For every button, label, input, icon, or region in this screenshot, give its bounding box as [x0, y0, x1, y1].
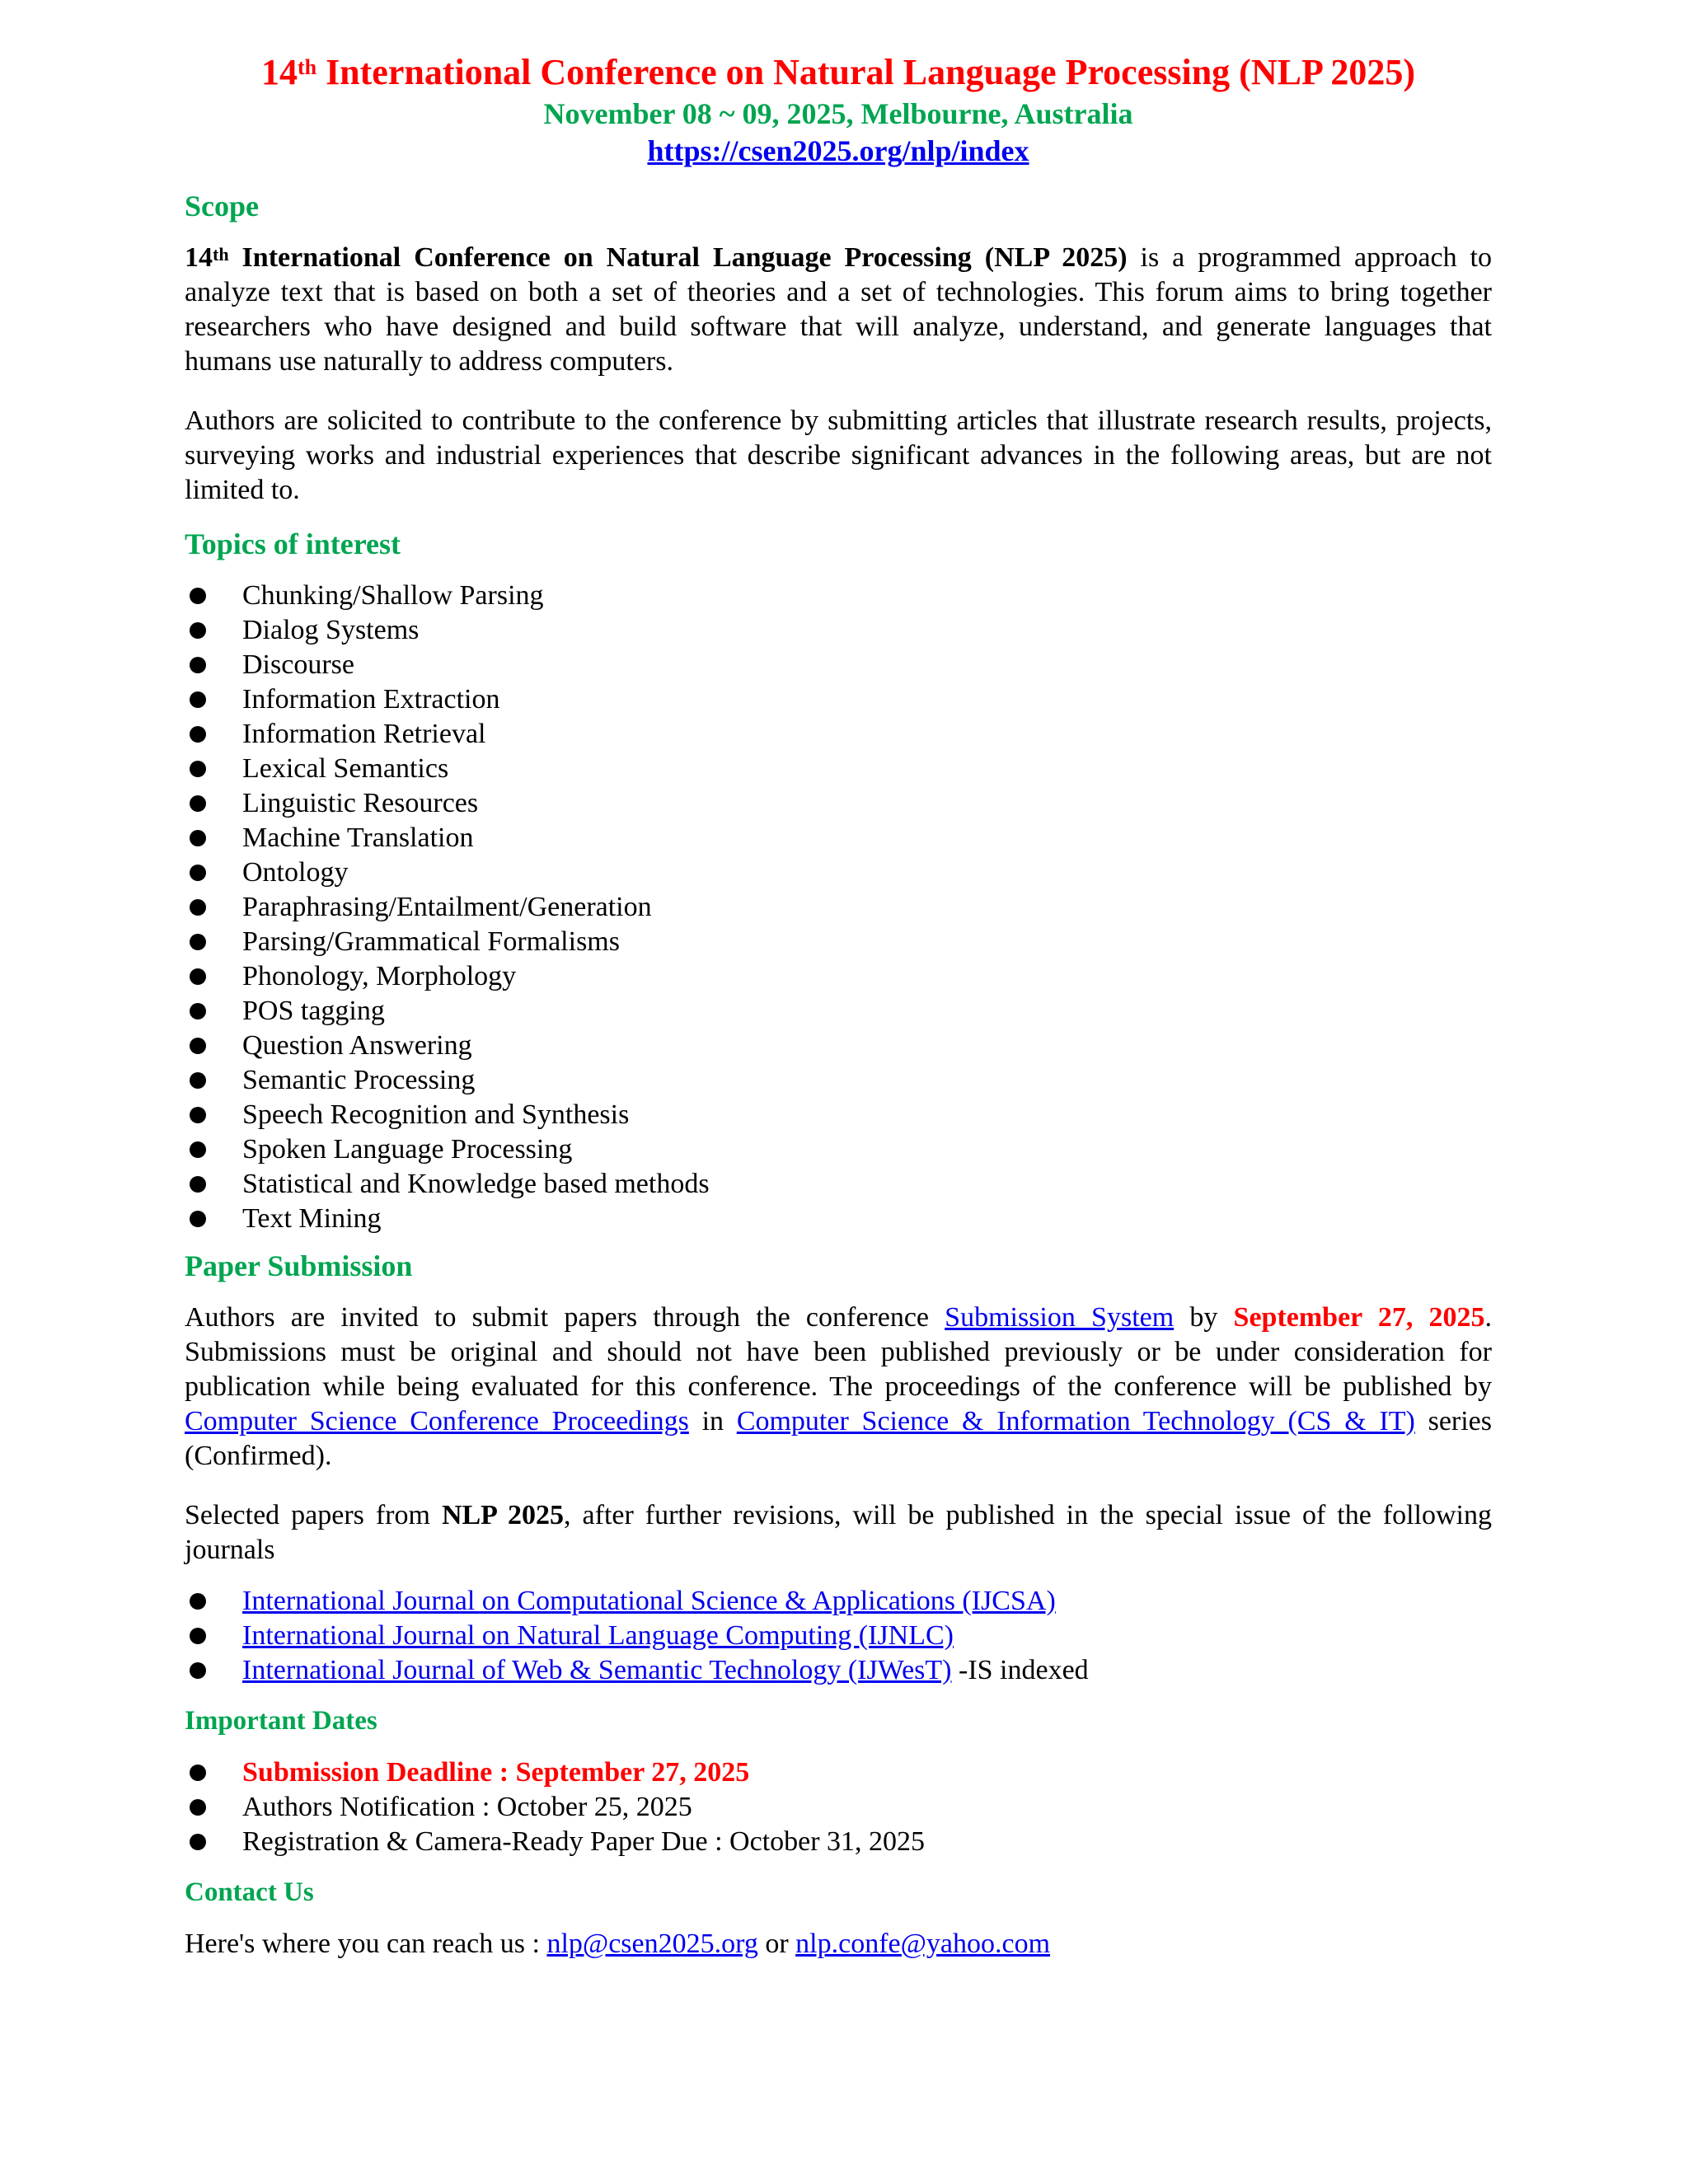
- scope-ordinal-suffix: th: [213, 244, 229, 265]
- bullet-icon: [190, 1107, 206, 1123]
- scope-number: 14: [185, 242, 213, 273]
- bullet-icon: [190, 1003, 206, 1019]
- submission-deadline-date: September 27, 2025: [1233, 1302, 1485, 1333]
- list-item: [185, 1790, 1492, 1825]
- topic-item: [185, 648, 1492, 682]
- topic-label: Statistical and Knowledge based methods: [242, 1169, 710, 1199]
- topic-item: [185, 994, 1492, 1029]
- bullet-icon: [190, 1593, 206, 1610]
- bullet-icon: [190, 865, 206, 881]
- journal-link[interactable]: International Journal of Web & Semantic Technology (IJWesT): [242, 1655, 952, 1685]
- topic-label: Question Answering: [242, 1030, 472, 1061]
- topic-label: Ontology: [242, 857, 349, 888]
- email-link-primary[interactable]: nlp@csen2025.org: [546, 1929, 758, 1959]
- authors-notification-item: Authors Notification : October 25, 2025: [242, 1792, 692, 1822]
- topic-item: [185, 752, 1492, 786]
- journal-item: [185, 1619, 1492, 1653]
- selected-text-1: Selected papers from: [185, 1500, 442, 1530]
- topic-label: Dialog Systems: [242, 615, 420, 645]
- bullet-icon: [190, 588, 206, 604]
- selected-papers-paragraph: [185, 1498, 1492, 1568]
- submission-text-5: series (Confirmed).: [185, 1406, 1492, 1471]
- topic-label: Phonology, Morphology: [242, 961, 517, 991]
- topic-item: [185, 613, 1492, 648]
- scope-conference-name: International Conference on Natural Language Processing (NLP 2025): [228, 242, 1128, 273]
- bullet-icon: [190, 1141, 206, 1158]
- bullet-icon: [190, 899, 206, 916]
- topic-label: Information Extraction: [242, 684, 500, 715]
- bullet-icon: [190, 1072, 206, 1089]
- contact-us-heading: Contact Us: [185, 1877, 314, 1907]
- journal-item: [185, 1584, 1492, 1619]
- topic-item: [185, 786, 1492, 821]
- title-text: International Conference on Natural Language Processing (NLP 2025): [316, 52, 1416, 92]
- contact-paragraph: [185, 1927, 1492, 1961]
- bullet-icon: [190, 726, 206, 743]
- topic-item: [185, 1167, 1492, 1202]
- important-dates-heading: Important Dates: [185, 1706, 377, 1736]
- topic-item: [185, 959, 1492, 994]
- journal-index-note: -IS indexed: [951, 1655, 1089, 1685]
- topic-item: [185, 925, 1492, 959]
- selected-conference-name: NLP 2025: [441, 1500, 565, 1530]
- document-page: [185, 51, 1492, 1961]
- submission-text-4: in: [688, 1406, 737, 1436]
- submission-text-1: Authors are invited to submit papers through the conference: [185, 1302, 945, 1333]
- scope-paragraph-1: [185, 241, 1492, 379]
- bullet-icon: [190, 830, 206, 846]
- conference-date-location: November 08 ~ 09, 2025, Melbourne, Australia: [543, 97, 1133, 130]
- list-item: [185, 1825, 1492, 1859]
- cs-conference-proceedings-link[interactable]: Computer Science Conference Proceedings: [185, 1406, 689, 1436]
- topic-label: Speech Recognition and Synthesis: [242, 1099, 630, 1130]
- journal-link[interactable]: International Journal on Computational Science & Applications (IJCSA): [242, 1586, 1056, 1616]
- topics-list: [185, 579, 1492, 1236]
- contact-text-1: Here's where you can reach us :: [185, 1929, 547, 1959]
- bullet-icon: [190, 691, 206, 708]
- topic-label: Chunking/Shallow Parsing: [242, 580, 544, 611]
- bullet-icon: [190, 1765, 206, 1781]
- bullet-icon: [190, 1662, 206, 1679]
- bullet-icon: [190, 761, 206, 777]
- topic-item: [185, 1202, 1492, 1236]
- bullet-icon: [190, 1211, 206, 1227]
- title-number: 14: [260, 52, 298, 92]
- topic-label: Machine Translation: [242, 823, 474, 853]
- bullet-icon: [190, 657, 206, 673]
- title-ordinal-suffix: th: [297, 55, 317, 79]
- topic-item: [185, 1132, 1492, 1167]
- topic-item: [185, 1029, 1492, 1063]
- scope-heading: Scope: [185, 190, 259, 223]
- submission-text-2: by: [1174, 1302, 1234, 1333]
- journal-link[interactable]: International Journal on Natural Language Computing (IJNLC): [242, 1620, 954, 1651]
- bullet-icon: [190, 1038, 206, 1054]
- submission-text-3: . Submissions must be original and should not have been published previously or be under consideration for publication while being evaluated for this conference. The proceedings of the conference will be published by: [185, 1302, 1492, 1402]
- topic-item: [185, 579, 1492, 613]
- topic-label: Spoken Language Processing: [242, 1134, 573, 1165]
- email-link-secondary[interactable]: nlp.confe@yahoo.com: [795, 1929, 1051, 1959]
- paper-submission-heading: Paper Submission: [185, 1249, 413, 1282]
- bullet-icon: [190, 795, 206, 812]
- camera-ready-item: Registration & Camera-Ready Paper Due : October 31, 2025: [242, 1826, 926, 1857]
- topic-label: POS tagging: [242, 996, 385, 1026]
- contact-text-2: or: [757, 1929, 796, 1959]
- topic-label: Linguistic Resources: [242, 788, 479, 818]
- bullet-icon: [190, 1176, 206, 1193]
- scope-text: is a programmed approach to analyze text that is based on both a set of theories and a set of technologies. This forum aims to bring together researchers who have designed and build software that will analyze, understand, and generate languages that humans use naturally to address computers.: [185, 242, 1493, 377]
- topic-item: [185, 682, 1492, 717]
- selected-text-2: , after further revisions, will be published in the special issue of the following journals: [185, 1500, 1492, 1565]
- topics-heading: Topics of interest: [185, 527, 401, 560]
- submission-system-link[interactable]: Submission System: [945, 1302, 1175, 1333]
- topic-item: [185, 821, 1492, 855]
- bullet-icon: [190, 1834, 206, 1850]
- submission-deadline-item: Submission Deadline : September 27, 2025: [242, 1757, 750, 1788]
- conference-title: [185, 51, 1492, 94]
- topic-item: [185, 1098, 1492, 1132]
- bullet-icon: [190, 1628, 206, 1644]
- topic-item: [185, 717, 1492, 752]
- topic-label: Text Mining: [242, 1203, 382, 1234]
- bullet-icon: [190, 1799, 206, 1816]
- topic-label: Parsing/Grammatical Formalisms: [242, 926, 620, 957]
- conference-url-link[interactable]: https://csen2025.org/nlp/index: [647, 134, 1029, 167]
- bullet-icon: [190, 934, 206, 950]
- scope-paragraph-2: Authors are solicited to contribute to the conference by submitting articles that illustrate research results, projects, surveying works and industrial experiences that describe significant advances in the following areas, but are not limited to.: [185, 405, 1492, 505]
- list-item: [185, 1755, 1492, 1790]
- topic-item: [185, 890, 1492, 925]
- document-header: [185, 51, 1492, 170]
- topic-label: Lexical Semantics: [242, 753, 449, 784]
- scope-bold-title: [185, 242, 1128, 273]
- topic-label: Information Retrieval: [242, 719, 486, 749]
- topic-label: Discourse: [242, 649, 354, 680]
- submission-paragraph: [185, 1301, 1492, 1474]
- cs-it-series-link[interactable]: Computer Science & Information Technology (CS & IT): [736, 1406, 1415, 1436]
- bullet-icon: [190, 622, 206, 639]
- bullet-icon: [190, 968, 206, 985]
- journal-item: [185, 1653, 1492, 1688]
- important-dates-list: [185, 1755, 1492, 1859]
- topic-item: [185, 1063, 1492, 1098]
- topic-label: Semantic Processing: [242, 1065, 476, 1095]
- topic-label: Paraphrasing/Entailment/Generation: [242, 892, 652, 922]
- journals-list: [185, 1584, 1492, 1688]
- topic-item: [185, 855, 1492, 890]
